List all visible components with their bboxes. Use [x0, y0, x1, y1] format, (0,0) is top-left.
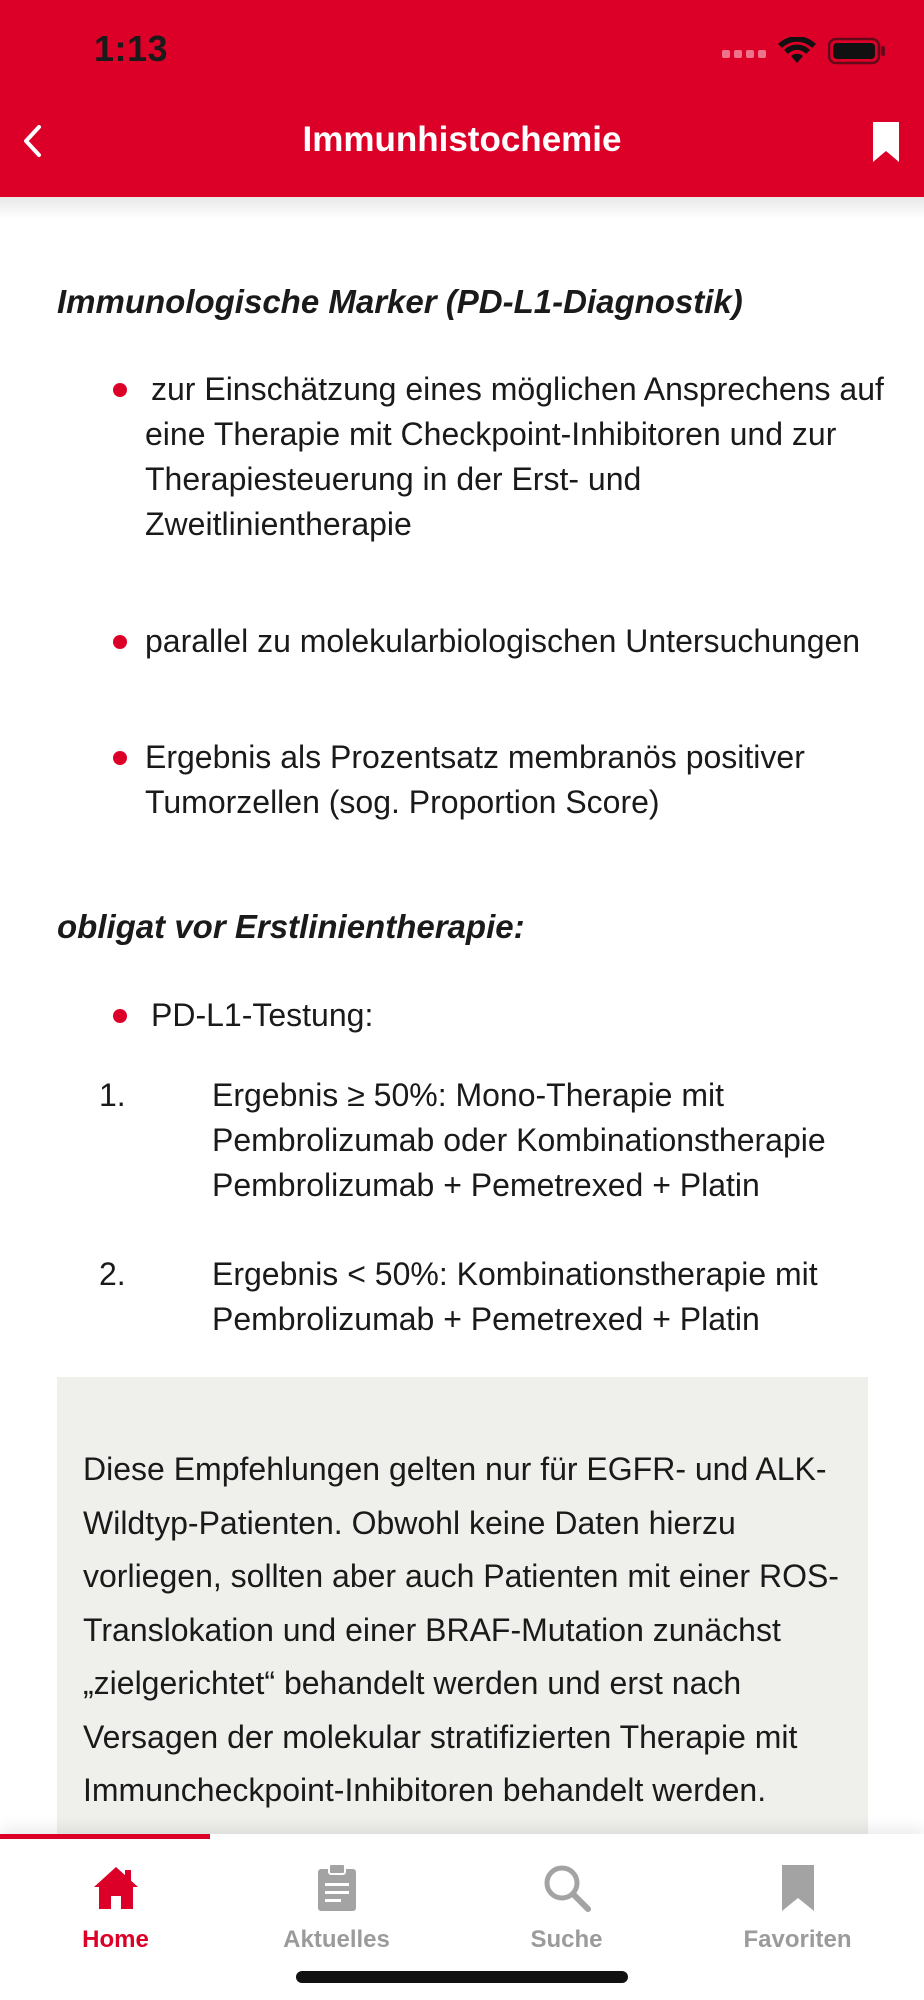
section-heading-erstlinie: obligat vor Erstlinientherapie: [57, 908, 525, 945]
wifi-icon [778, 37, 816, 65]
bookmark-button[interactable] [866, 118, 906, 166]
page-title: Immunhistochemie [302, 120, 622, 159]
clipboard-icon [309, 1860, 365, 1916]
tab-favoriten[interactable] [682, 1860, 913, 1970]
bullet-dot [113, 635, 127, 649]
bookmark-icon [770, 1860, 826, 1916]
nav-header [0, 0, 924, 197]
ordered-list-number: 1. [99, 1077, 126, 1113]
status-time: 1:13 [94, 28, 169, 69]
battery-icon [828, 37, 886, 65]
status-icons [722, 34, 886, 68]
active-tab-indicator [0, 1834, 210, 1839]
list-item-text: zur Einschätzung eines möglichen Ansprechens auf eine Therapie mit Checkpoint-Inhibitoren und zur Therapiesteuerung in der Erst- und Zweitlinientherapie [145, 371, 884, 542]
tab-label: Home [82, 1926, 149, 1953]
article-content[interactable] [0, 219, 924, 1834]
tab-label: Favoriten [743, 1926, 852, 1953]
tab-aktuelles[interactable] [221, 1860, 452, 1970]
info-box-text: Diese Empfehlungen gelten nur für EGFR- und ALK-Wildtyp-Patienten. Obwohl keine Daten hierzu vorliegen, sollten aber auch Patienten mit einer ROS-Translokation und einer BRAF-Mutation zunächst „zielgerichtet“ behandelt werden und erst nach Versagen der molekular stratifizierten Therapie mit Immuncheckpoint-Inhibitoren behandelt werden. [83, 1451, 839, 1808]
bullet-dot [113, 751, 127, 765]
section-heading-pd-l1: Immunologische Marker (PD-L1-Diagnostik) [57, 283, 743, 320]
tab-label: Suche [530, 1926, 603, 1953]
home-indicator [296, 1971, 628, 1983]
list-item-text: PD-L1-Testung: [151, 997, 374, 1033]
bullet-dot [113, 1009, 127, 1023]
tab-home[interactable] [0, 1860, 231, 1970]
ordered-list-number: 2. [99, 1256, 126, 1292]
tab-label: Aktuelles [283, 1926, 390, 1953]
info-box [57, 1377, 868, 1834]
bullet-dot [113, 383, 127, 397]
list-item-text: parallel zu molekularbiologischen Untersuchungen [145, 623, 861, 659]
tab-suche[interactable] [451, 1860, 682, 1970]
home-icon [88, 1860, 144, 1916]
bookmark-icon [872, 121, 900, 163]
ordered-list-text: Ergebnis ≥ 50%: Mono-Therapie mit Pembrolizumab oder Kombinationstherapie Pembrolizumab + Pemetrexed + Platin [212, 1077, 826, 1203]
ordered-list-text: Ergebnis < 50%: Kombinationstherapie mit Pembrolizumab + Pemetrexed + Platin [212, 1256, 818, 1337]
header-shadow [0, 197, 924, 219]
search-icon [539, 1860, 595, 1916]
list-item-text: Ergebnis als Prozentsatz membranös positiver Tumorzellen (sog. Proportion Score) [145, 739, 805, 820]
signal-icon [722, 44, 766, 58]
